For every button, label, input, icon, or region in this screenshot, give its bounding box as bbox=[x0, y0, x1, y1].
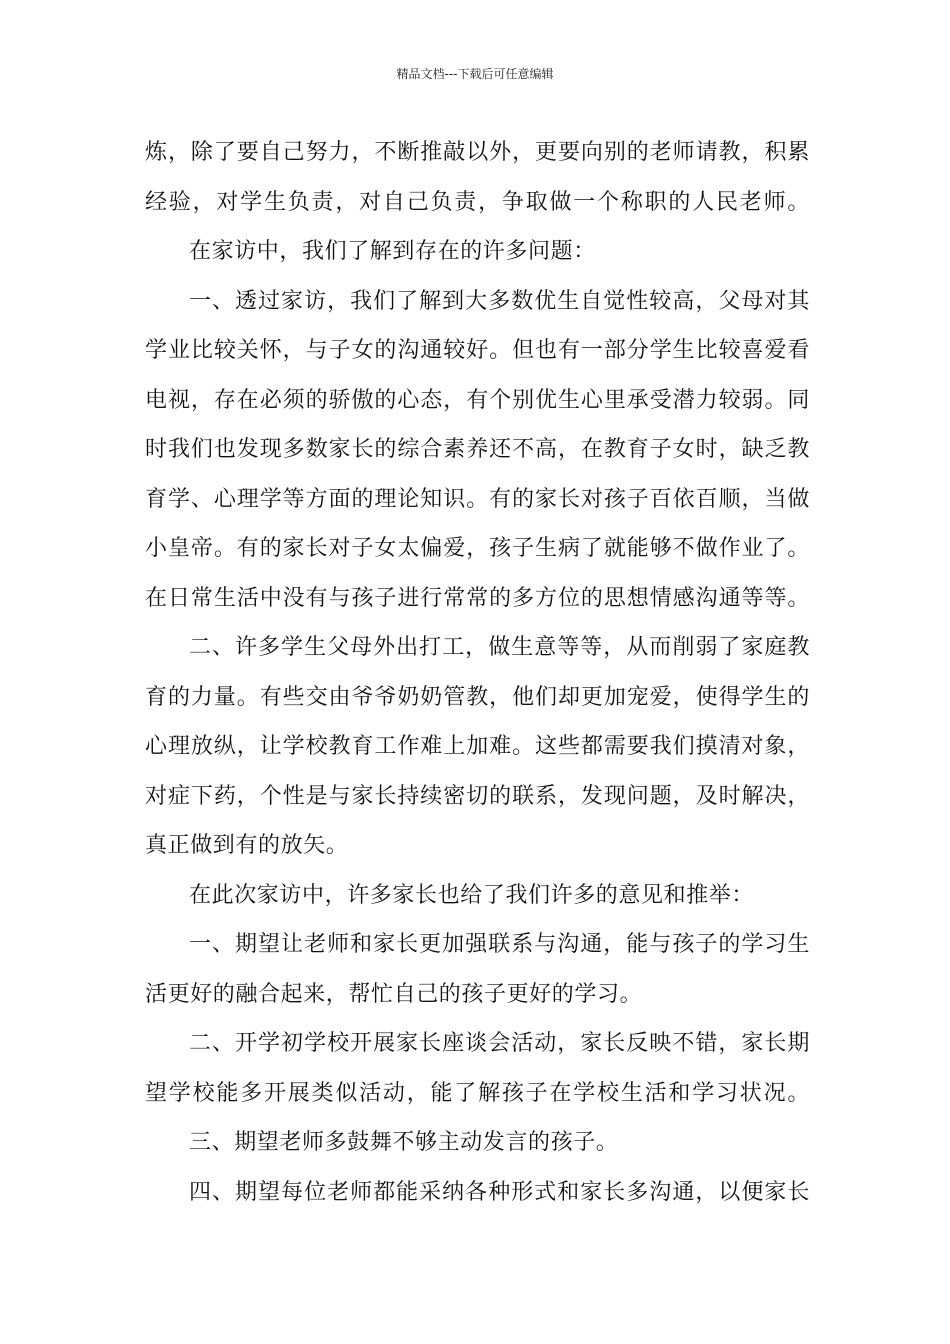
text-line: 育学、心理学等方面的理论知识。有的家长对孩子百依百顺，当做 bbox=[145, 486, 810, 512]
body-text bbox=[145, 128, 810, 1217]
text-line: 在日常生活中没有与孩子进行常常的多方位的思想情感沟通等等。 bbox=[145, 585, 810, 611]
page-header: 精品文档---下载后可任意编辑 bbox=[396, 67, 554, 81]
text-line: 活更好的融合起来，帮忙自己的孩子更好的学习。 bbox=[145, 981, 643, 1007]
text-line: 育的力量。有些交由爷爷奶奶管教，他们却更加宠爱，使得学生的 bbox=[145, 684, 810, 710]
text-line: 时我们也发现多数家长的综合素养还不高，在教育子女时，缺乏教 bbox=[145, 437, 810, 462]
paragraph-start: 一、透过家访，我们了解到大多数优生自觉性较高，父母对其 bbox=[189, 288, 810, 314]
text-line: 心理放纵，让学校教育工作难上加难。这些都需要我们摸清对象， bbox=[145, 734, 810, 759]
text-line: 电视，存在必须的骄傲的心态，有个别优生心里承受潜力较弱。同 bbox=[145, 387, 810, 413]
text-line: 学业比较关怀，与子女的沟通较好。但也有一部分学生比较喜爱看 bbox=[145, 338, 810, 363]
text-line: 望学校能多开展类似活动，能了解孩子在学校生活和学习状况。 bbox=[145, 1080, 810, 1106]
paragraph-start: 三、期望老师多鼓舞不够主动发言的孩子。 bbox=[189, 1130, 619, 1155]
paragraph-start: 在家访中，我们了解到存在的许多问题： bbox=[189, 239, 596, 264]
text-line: 小皇帝。有的家长对子女太偏爱，孩子生病了就能够不做作业了。 bbox=[145, 536, 810, 561]
paragraph-start: 二、开学初学校开展家长座谈会活动，家长反映不错，家长期 bbox=[189, 1031, 810, 1056]
text-line: 真正做到有的放矢。 bbox=[145, 833, 349, 858]
text-line: 炼，除了要自己努力，不断推敲以外，更要向别的老师请教，积累 bbox=[145, 140, 810, 165]
text-line: 经验，对学生负责，对自己负责，争取做一个称职的人民老师。 bbox=[145, 189, 810, 215]
paragraph-start: 一、期望让老师和家长更加强联系与沟通，能与孩子的学习生 bbox=[189, 932, 810, 957]
paragraph-start: 在此次家访中，许多家长也给了我们许多的意见和推举： bbox=[189, 882, 755, 908]
text-line: 对症下药，个性是与家长持续密切的联系，发现问题，及时解决， bbox=[145, 783, 810, 809]
paragraph-start: 四、期望每位老师都能采纳各种形式和家长多沟通，以便家长 bbox=[189, 1179, 810, 1205]
paragraph-start: 二、许多学生父母外出打工，做生意等等，从而削弱了家庭教 bbox=[189, 635, 810, 660]
